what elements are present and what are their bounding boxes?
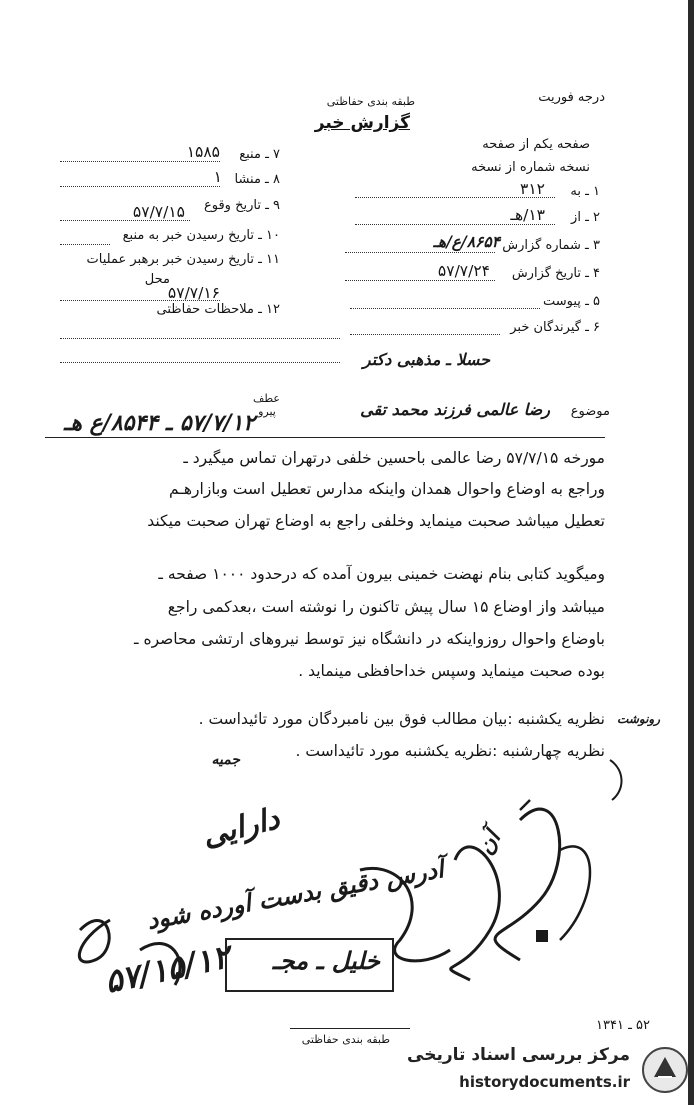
attachment-label: ۵ ـ پیوست — [543, 294, 600, 309]
field-to-value: ۳۱۲ — [520, 180, 545, 198]
archive-watermark — [340, 1035, 700, 1105]
body-line-7: بوده صحبت مینماید وسپس خداحافظی مینماید . — [298, 662, 605, 680]
classification-top: طبقه بندی حفاظتی — [326, 95, 415, 108]
archive-logo-icon — [640, 1045, 690, 1095]
handwritten-note-4: آن — [472, 826, 506, 860]
body-line-2: وراجع به اوضاع واحوال همدان واینکه مدارس تعطیل است وبازارهـم — [169, 480, 605, 498]
occurrence-date-label: ۹ ـ تاریخ وقوع — [203, 198, 280, 213]
handwritten-number: ۵۷/۱۵/۱۲ — [100, 937, 233, 1001]
opinion-wednesday-hw: جمیه — [211, 752, 240, 768]
report-number-value: ۸۶۵۴/ع/هـ — [433, 232, 500, 251]
field-to-label: ۱ ـ به — [570, 184, 600, 199]
occurrence-date-value: ۵۷/۷/۱۵ — [132, 203, 185, 221]
report-number-label: ۳ ـ شماره گزارش — [502, 238, 600, 253]
report-date-label: ۴ ـ تاریخ گزارش — [511, 266, 600, 281]
recipients-label: ۶ ـ گیرندگان خبر — [510, 320, 600, 335]
stamp-text: خلیل ـ مجـ — [272, 946, 380, 975]
operations-receipt-label: ۱۱ ـ تاریخ رسیدن خبر برهبر عملیات — [86, 252, 280, 267]
origin-label: ۸ ـ منشا — [234, 172, 280, 187]
source-label: ۷ ـ منبع — [239, 147, 280, 162]
opinion-sunday-hw: رونوشت — [617, 712, 660, 726]
opinion-wednesday: نظریه چهارشنبه :نظریه یکشنبه مورد تائیداست . — [295, 742, 605, 760]
handwritten-note-1: دارایی — [199, 801, 284, 854]
page-info: صفحه یکم از صفحه — [482, 137, 590, 152]
body-line-5: میباشد واز اوضاع ۱۵ سال پیش تاکنون را نوشته است ،بعدکمی راجع — [167, 598, 605, 616]
handwritten-subject-note: حسلا ـ مذهبی دکتر — [362, 350, 490, 369]
handwritten-note-2: آدرس دقیق بدست آورده شود — [144, 854, 446, 935]
source-value: ۱۵۸۵ — [186, 143, 220, 161]
subject-value: رضا عالمی فرزند محمد تقی — [360, 400, 550, 419]
subject-label: موضوع — [570, 404, 610, 419]
body-line-3: تعطیل میباشد صحبت مینماید وخلفی راجع به اوضاع تهران صحبت میکند — [147, 512, 605, 530]
body-line-1: مورخه ۵۷/۷/۱۵ رضا عالمی باحسین خلفی درتهران تماس میگیرد ـ — [183, 449, 605, 467]
opinion-sunday: نظریه یکشنبه :بیان مطالب فوق بین نامبردگان مورد تائیداست . — [198, 710, 605, 728]
field-from-label: ۲ ـ از — [571, 210, 600, 225]
reference-note: عطف پیرو — [253, 392, 280, 418]
priority-label: درجه فوریت — [538, 90, 605, 105]
origin-value: ۱ — [213, 168, 222, 186]
body-line-4: ومیگوید کتابی بنام نهضت خمینی بیرون آمده که درحدود ۱۰۰۰ صفحه ـ — [158, 565, 605, 583]
reference-value: ۵۷/۷/۱۲ ـ ۸۵۴۴/ع هـ — [63, 410, 255, 436]
report-date-value: ۵۷/۷/۲۴ — [437, 262, 490, 280]
archive-name: مرکز بررسی اسناد تاریخی — [407, 1045, 630, 1065]
form-number: ۵۲ ـ ۱۳۴۱ — [596, 1018, 650, 1033]
body-line-6: باوضاع واحوال روزواینکه در دانشگاه نیز توسط نیروهای ارتشی محاصره ـ — [133, 630, 605, 648]
security-notes-label: ۱۲ ـ ملاحظات حفاظتی — [156, 302, 280, 317]
archive-website: historydocuments.ir — [459, 1073, 630, 1091]
copy-info: نسخه شماره از نسخه — [471, 160, 590, 175]
location-label: محل — [144, 272, 170, 287]
source-receipt-label: ۱۰ ـ تاریخ رسیدن خبر به منبع — [122, 228, 280, 243]
footer-rule — [290, 1028, 410, 1029]
operations-receipt-value: ۵۷/۷/۱۶ — [167, 284, 220, 302]
classification-bottom: طبقه بندی حفاظتی — [301, 1033, 390, 1046]
document-title: گزارش خبر — [314, 113, 410, 133]
field-from-value: ۱۳/هـ — [510, 206, 545, 224]
